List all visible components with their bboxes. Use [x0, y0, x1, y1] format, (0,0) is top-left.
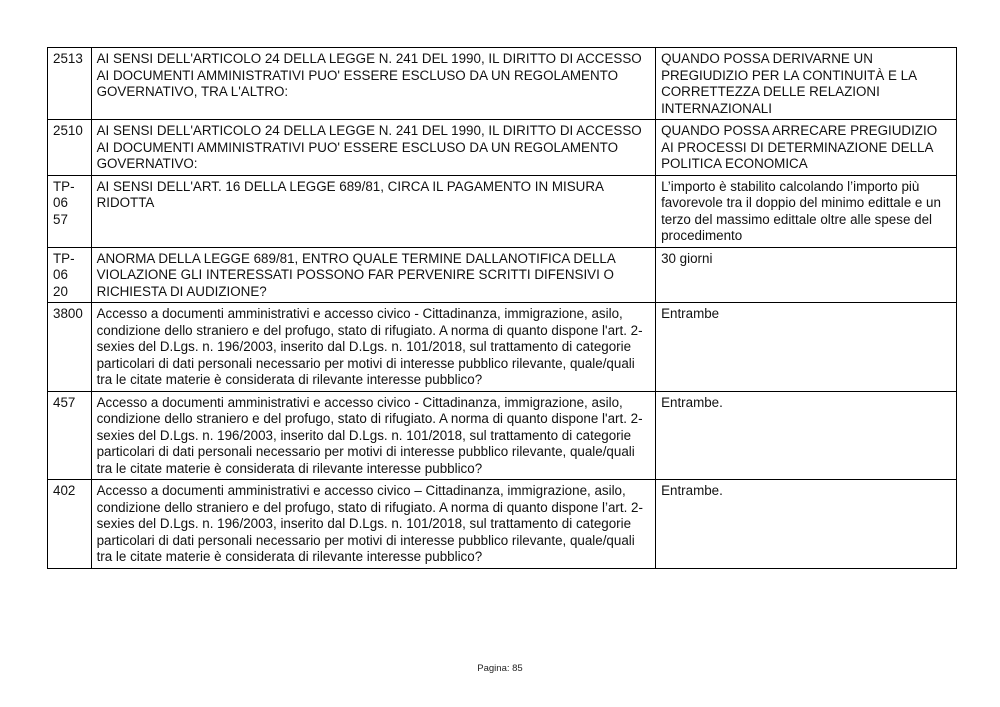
row-question: AI SENSI DELL'ART. 16 DELLA LEGGE 689/81, CIRCA IL PAGAMENTO IN MISURA RIDOTTA: [91, 175, 655, 247]
row-id: 2513: [48, 48, 92, 120]
table-row: [48, 247, 957, 303]
row-answer: Entrambe.: [656, 391, 957, 480]
table-row: [48, 480, 957, 569]
row-id: TP-06 20: [48, 247, 92, 303]
row-question: AI SENSI DELL'ARTICOLO 24 DELLA LEGGE N. 241 DEL 1990, IL DIRITTO DI ACCESSO AI DOCUMENTI AMMINISTRATIVI PUO' ESSERE ESCLUSO DA UN REGOLAMENTO GOVERNATIVO, TRA L'ALTRO:: [91, 48, 655, 120]
row-answer: 30 giorni: [656, 247, 957, 303]
row-id: 402: [48, 480, 92, 569]
row-question: Accesso a documenti amministrativi e accesso civico - Cittadinanza, immigrazione, asilo, condizione dello straniero e del profugo, stato di rifugiato. A norma di quanto dispone l'art. 2-sexies del D.Lgs. n. 196/2003, inserito dal D.Lgs. n. 101/2018, sul trattamento di categorie particolari di dati personali necessario per motivi di interesse pubblico rilevante, quale/quali tra le citate materie è considerata di rilevante interesse pubblico?: [91, 391, 655, 480]
table-row: [48, 48, 957, 120]
quiz-table: [47, 47, 957, 569]
table-row: [48, 175, 957, 247]
row-id: 3800: [48, 303, 92, 392]
row-question: AI SENSI DELL'ARTICOLO 24 DELLA LEGGE N. 241 DEL 1990, IL DIRITTO DI ACCESSO AI DOCUMENTI AMMINISTRATIVI PUO' ESSERE ESCLUSO DA UN REGOLAMENTO GOVERNATIVO:: [91, 120, 655, 176]
row-question: Accesso a documenti amministrativi e accesso civico - Cittadinanza, immigrazione, asilo, condizione dello straniero e del profugo, stato di rifugiato. A norma di quanto dispone l'art. 2- sexies del D.Lgs. n. 196/2003, inserito dal D.Lgs. n. 101/2018, sul trattamento di categorie particolari di dati personali necessario per motivi di interesse pubblico rilevante, quale/quali tra le citate materie è considerata di rilevante interesse pubblico?: [91, 303, 655, 392]
table-row: [48, 303, 957, 392]
page-number: Pagina: 85: [477, 663, 523, 674]
row-answer: QUANDO POSSA DERIVARNE UN PREGIUDIZIO PER LA CONTINUITÀ E LA CORRETTEZZA DELLE RELAZIONI INTERNAZIONALI: [656, 48, 957, 120]
row-id: TP-06 57: [48, 175, 92, 247]
row-id: 457: [48, 391, 92, 480]
row-answer: QUANDO POSSA ARRECARE PREGIUDIZIO AI PROCESSI DI DETERMINAZIONE DELLA POLITICA ECONOMICA: [656, 120, 957, 176]
row-question: ANORMA DELLA LEGGE 689/81, ENTRO QUALE TERMINE DALLANOTIFICA DELLA VIOLAZIONE GLI INTERESSATI POSSONO FAR PERVENIRE SCRITTI DIFENSIVI O RICHIESTA DI AUDIZIONE?: [91, 247, 655, 303]
row-answer: L’importo è stabilito calcolando l’importo più favorevole tra il doppio del minimo edittale e un terzo del massimo edittale oltre alle spese del procedimento: [656, 175, 957, 247]
row-answer: Entrambe: [656, 303, 957, 392]
table-row: [48, 120, 957, 176]
row-id: 2510: [48, 120, 92, 176]
row-answer: Entrambe.: [656, 480, 957, 569]
table-row: [48, 391, 957, 480]
row-question: Accesso a documenti amministrativi e accesso civico – Cittadinanza, immigrazione, asilo, condizione dello straniero e del profugo, stato di rifugiato. A norma di quanto dispone l’art. 2-sexies del D.Lgs. n. 196/2003, inserito dal D.Lgs. n. 101/2018, sul trattamento di categorie particolari di dati personali necessario per motivi di interesse pubblico rilevante, quale/quali tra le citate materie è considerata di rilevante interesse pubblico?: [91, 480, 655, 569]
